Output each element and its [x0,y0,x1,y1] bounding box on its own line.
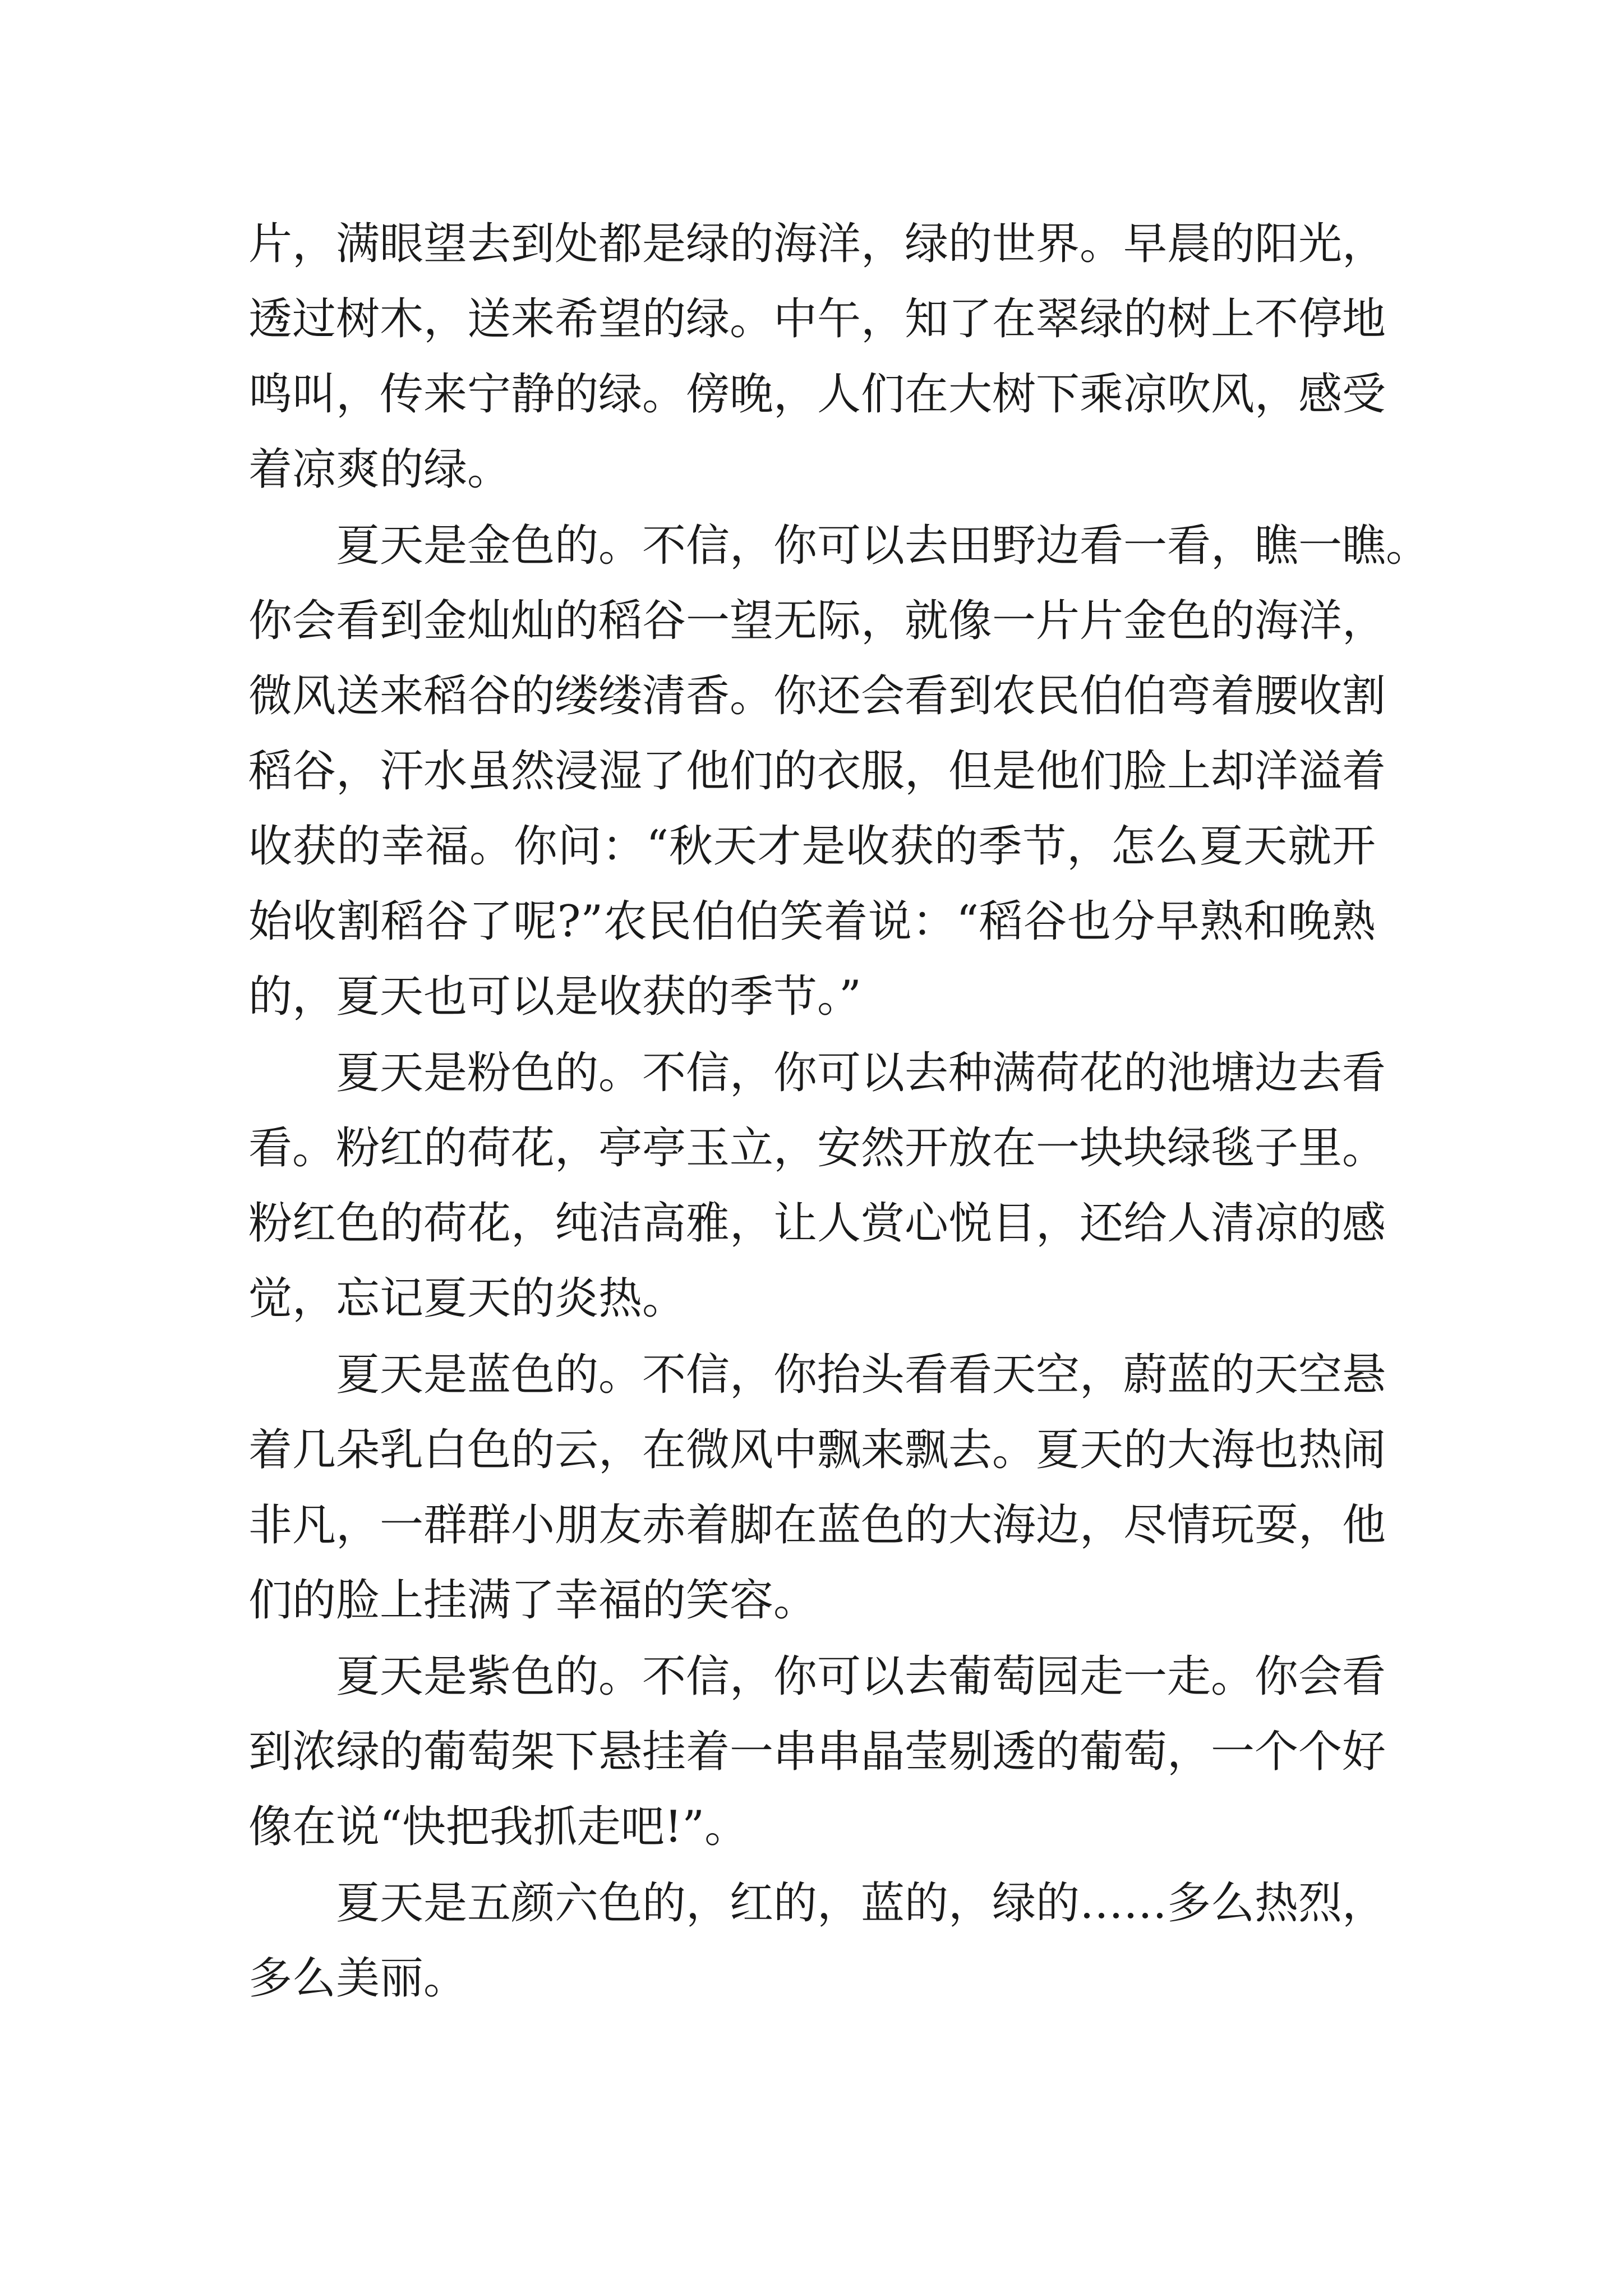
text-line: 着凉爽的绿。 [248,444,511,495]
text-line: 你会看到金灿灿的稻谷一望无际，就像一片片金色的海洋， [248,596,1386,646]
paragraph-purple [248,1639,1386,1865]
text-line: 到浓绿的葡萄架下悬挂着一串串晶莹剔透的葡萄，一个个好 [248,1727,1386,1777]
text-line: 非凡，一群群小朋友赤着脚在蓝色的大海边，尽情玩耍，他 [248,1500,1386,1550]
text-line: 多么美丽。 [248,1953,468,2004]
text-line: 透过树木，送来希望的绿。中午，知了在翠绿的树上不停地 [248,294,1386,344]
text-line: 看。粉红的荷花，亭亭玉立，安然开放在一块块绿毯子里。 [248,1123,1386,1174]
text-line: 夏天是粉色的。不信，你可以去种满荷花的池塘边去看 [336,1048,1386,1098]
text-line: 粉红色的荷花，纯洁高雅，让人赏心悦目，还给人清凉的感 [248,1198,1386,1249]
paragraph-blue [248,1337,1386,1638]
text-line: 夏天是蓝色的。不信，你抬头看看天空，蔚蓝的天空悬 [336,1350,1386,1400]
paragraph-gold [248,508,1430,1034]
essay-body [248,206,1430,2017]
text-line: 鸣叫，传来宁静的绿。傍晚，人们在大树下乘凉吹风，感受 [248,369,1386,420]
text-line: 微风送来稻谷的缕缕清香。你还会看到农民伯伯弯着腰收割 [248,671,1386,721]
text-line: 像在说“快把我抓走吧!”。 [248,1802,749,1852]
paragraph-green-continued [248,206,1386,507]
text-line: 稻谷，汗水虽然浸湿了他们的衣服，但是他们脸上却洋溢着 [248,746,1386,797]
text-line: 片，满眼望去到处都是绿的海洋，绿的世界。早晨的阳光， [248,219,1386,269]
text-line: 的，夏天也可以是收获的季节。” [248,972,861,1022]
paragraph-pink [248,1036,1386,1336]
text-line: 觉，忘记夏天的炎热。 [248,1273,686,1324]
text-line: 夏天是紫色的。不信，你可以去葡萄园走一走。你会看 [336,1651,1386,1702]
text-line: 们的脸上挂满了幸福的笑容。 [248,1575,818,1626]
text-line: 收获的幸福。你问：“秋天才是收获的季节，怎么夏天就开 [248,821,1376,872]
text-line: 始收割稻谷了呢?”农民伯伯笑着说：“稻谷也分早熟和晚熟 [248,896,1376,947]
text-line: 夏天是金色的。不信，你可以去田野边看一看，瞧一瞧。 [336,521,1430,571]
paragraph-colorful [248,1866,1386,2016]
text-line: 着几朵乳白色的云，在微风中飘来飘去。夏天的大海也热闹 [248,1425,1386,1475]
text-line: 夏天是五颜六色的，红的，蓝的，绿的……多么热烈， [336,1878,1386,1929]
